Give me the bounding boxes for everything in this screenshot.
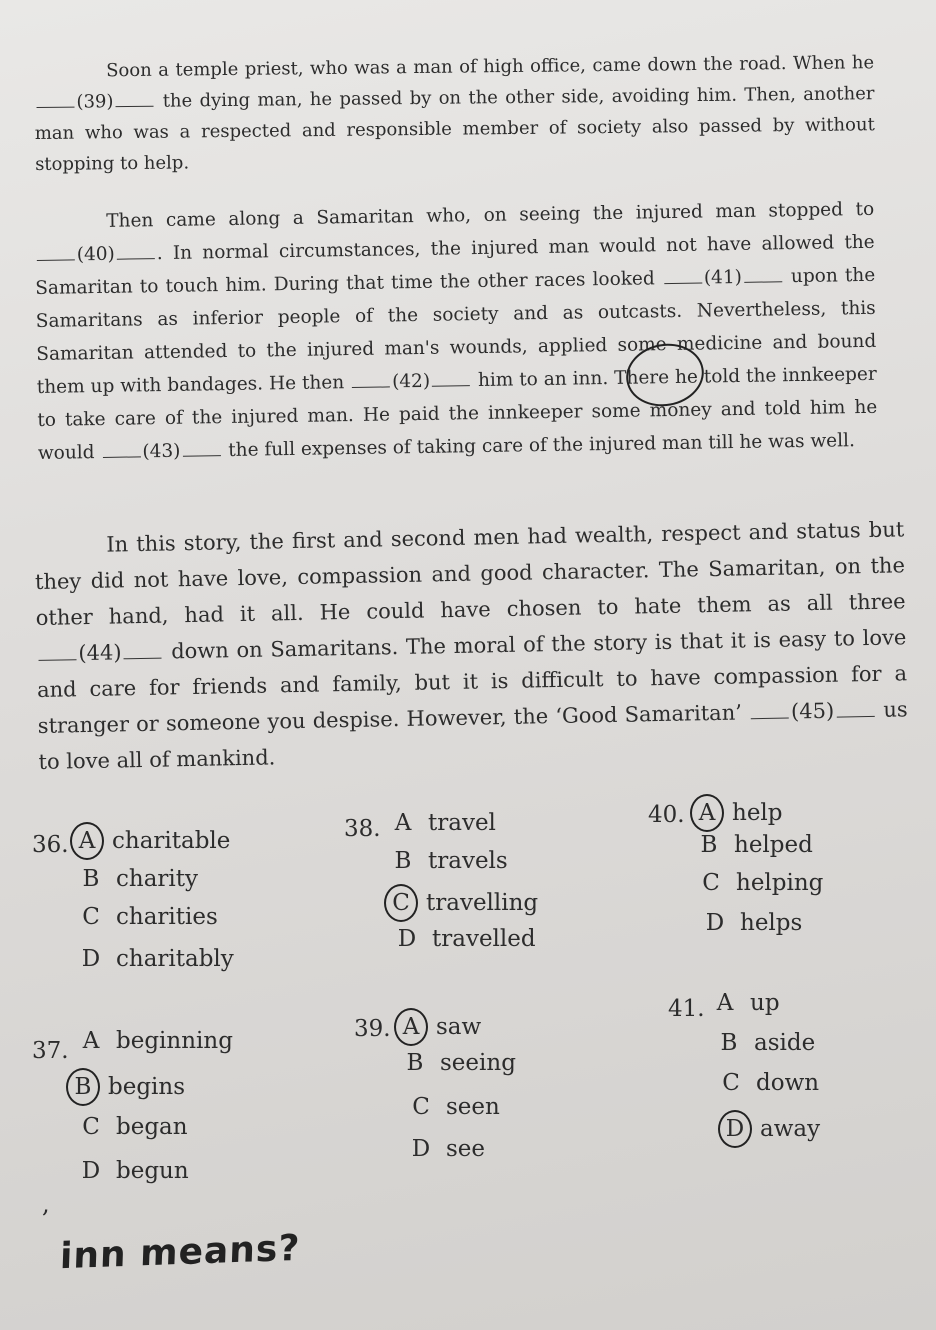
- question-41-option-b[interactable]: B aside: [720, 1030, 816, 1056]
- question-37-option-a[interactable]: A beginning: [82, 1028, 233, 1054]
- answer-circle: B: [66, 1068, 100, 1106]
- blank-41: (41): [662, 266, 784, 289]
- question-39-option-b[interactable]: B seeing: [406, 1050, 516, 1076]
- question-38-number: 38.: [344, 816, 381, 842]
- passage-text: Then came along a Samaritan who, on seeing the injured man stopped to: [106, 198, 875, 232]
- passage-text: . In normal circumstances, the injured man would not have allowed the Samaritan to touch him. During that time the other races looked: [35, 231, 875, 299]
- passage-text: the full expenses of taking care of the injured man till he was well.: [228, 430, 856, 461]
- passage-text: us to love all of mankind.: [38, 697, 908, 774]
- question-37-number: 37.: [32, 1038, 69, 1064]
- question-38-option-b[interactable]: B travels: [394, 848, 508, 874]
- answer-circle: A: [394, 1008, 428, 1046]
- question-41-option-c[interactable]: C down: [722, 1070, 820, 1096]
- blank-43: (43): [100, 440, 222, 463]
- passage-text: Soon a temple priest, who was a man of high office, came down the road. When he: [106, 52, 875, 82]
- question-36-option-c[interactable]: C charities: [82, 904, 218, 930]
- question-39-option-a[interactable]: A saw: [398, 1008, 481, 1046]
- question-38-option-a[interactable]: A travel: [394, 810, 496, 836]
- question-39-option-d[interactable]: D see: [411, 1136, 486, 1162]
- blank-40: (40): [35, 243, 157, 266]
- answer-circle: A: [690, 794, 724, 832]
- passage-text: upon the Samaritans as inferior people of the society and as outcasts. Nevertheless, this Samaritan attended to the injured man's wounds, applied some medicine and bound them up with bandages. He then: [35, 264, 877, 398]
- question-37-option-b[interactable]: B begins: [70, 1068, 185, 1106]
- question-39-number: 39.: [354, 1016, 391, 1042]
- question-36-option-d[interactable]: D charitably: [81, 946, 234, 972]
- passage-text: him to an inn. There he told the innkeeper to take care of the injured man. He paid the innkeeper some money and told him he would: [37, 363, 878, 464]
- passage-paragraph-1: [34, 47, 875, 180]
- blank-42: (42): [350, 370, 472, 393]
- question-36-number: 36.: [32, 832, 69, 858]
- question-40-number: 40.: [648, 802, 685, 828]
- question-37-option-c[interactable]: C began: [82, 1114, 188, 1140]
- handwritten-note: inn means?: [59, 1227, 301, 1278]
- blank-44: (44): [36, 640, 164, 666]
- passage-text: the dying man, he passed by on the other side, avoiding him. Then, another man who was a respected and responsible member of society also passed by without stopping to help.: [34, 83, 875, 175]
- question-41-number: 41.: [668, 996, 705, 1022]
- question-36-option-b[interactable]: B charity: [82, 866, 198, 892]
- passage-paragraph-2: [34, 193, 878, 470]
- question-37-option-d[interactable]: D begun: [81, 1158, 189, 1184]
- passage-paragraph-3: [34, 511, 909, 780]
- question-39-option-c[interactable]: C seen: [412, 1094, 500, 1120]
- question-41-option-a[interactable]: A up: [716, 990, 780, 1016]
- question-40-option-d[interactable]: D helps: [705, 910, 803, 936]
- answer-circle: C: [384, 884, 418, 922]
- question-40-option-a[interactable]: A help: [694, 794, 783, 832]
- question-40-option-b[interactable]: B helped: [700, 832, 813, 858]
- stray-mark: ,: [42, 1190, 50, 1218]
- blank-45: (45): [749, 698, 877, 724]
- blank-39: (39): [34, 91, 155, 113]
- passage-text: down on Samaritans. The moral of the story is that it is easy to love and care for friends and family, but it is difficult to have compassion for a stranger or someone you despise. However, the ‘Good Samaritan’: [36, 625, 908, 738]
- answer-circle: A: [70, 822, 104, 860]
- question-38-option-c[interactable]: C travelling: [388, 884, 538, 922]
- question-38-option-d[interactable]: D travelled: [397, 926, 536, 952]
- answer-circle: D: [718, 1110, 752, 1148]
- question-36-option-a[interactable]: A charitable: [74, 822, 230, 860]
- passage-text: In this story, the first and second men had wealth, respect and status but they did not have love, compassion and good character. The Samaritan, on the other hand, had it all. He could have chosen to hate them as all three: [34, 517, 906, 630]
- question-40-option-c[interactable]: C helping: [702, 870, 824, 896]
- question-41-option-d[interactable]: D away: [722, 1110, 820, 1148]
